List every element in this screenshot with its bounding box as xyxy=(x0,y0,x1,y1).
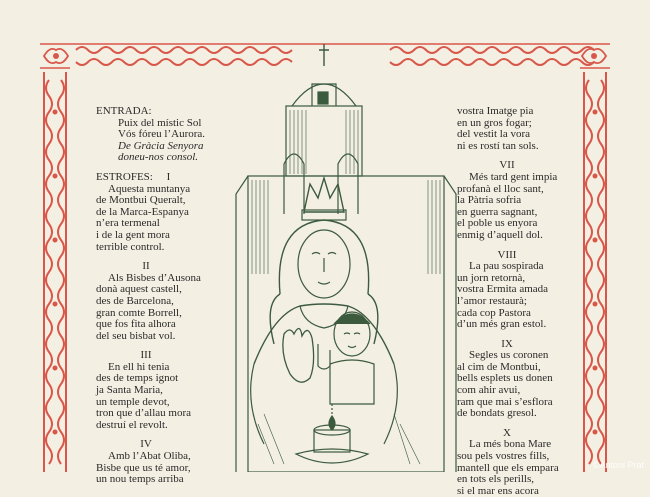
verse-line: cada cop Pastora xyxy=(457,306,531,319)
estrofes-heading xyxy=(96,172,244,184)
verse-line: de bondats gresol. xyxy=(457,407,537,420)
verse-line: que fos fita alhora xyxy=(96,318,176,331)
verse-line: un jorn retornà, xyxy=(457,271,526,284)
verse-number: I xyxy=(166,170,171,183)
verse-line: Segles us coronen xyxy=(469,349,549,362)
verse-line: del seu bisbat vol. xyxy=(96,329,176,342)
estrofes-label: ESTROFES: xyxy=(96,170,153,183)
verse-line: tron que d’allau mora xyxy=(96,407,191,420)
verse-line: ja Santa Maria, xyxy=(96,384,163,397)
verse-line: i de la gent mora xyxy=(96,228,170,241)
verse-line: terrible control. xyxy=(96,240,165,253)
verse-line: enmig d’aquell dol. xyxy=(457,228,543,241)
watermark: ©Antoni Prat xyxy=(592,460,644,470)
verse-line: del vestit la vora xyxy=(457,128,531,141)
verse-line: Als Bisbes d’Ausona xyxy=(108,271,201,284)
verse-line: en guerra sagnant, xyxy=(457,205,538,218)
entrada-line: Vós fóreu l’Aurora. xyxy=(118,128,206,141)
verse-line: el poble us enyora xyxy=(457,217,538,230)
verse-number: VIII xyxy=(497,248,517,261)
right-text-column xyxy=(457,106,582,497)
verse-number: II xyxy=(142,260,150,273)
virgin-and-child-chapel-illustration xyxy=(234,44,458,472)
verse-number: X xyxy=(503,426,511,439)
verse-line: vostra Ermita amada xyxy=(457,283,549,296)
verse-line: donà aquest castell, xyxy=(96,283,182,296)
refrain-line: De Gràcia Senyora xyxy=(118,139,204,152)
verse-line: la Pàtria sofria xyxy=(457,194,522,207)
verse-line: de la Marca-Espanya xyxy=(96,205,189,218)
verse-line: en un gros fogar; xyxy=(457,116,532,129)
verse-line: vostra Imatge pia xyxy=(457,105,534,117)
verse-number: VII xyxy=(499,159,515,172)
verse-line: bells esplets us donen xyxy=(457,372,553,385)
verse-line: gran comte Borrell, xyxy=(96,306,182,319)
verse-line: La més bona Mare xyxy=(469,438,552,451)
verse-line: Aquesta muntanya xyxy=(108,182,191,195)
verse-line: La pau sospirada xyxy=(469,260,544,273)
verse-line: destruí el revolt. xyxy=(96,418,168,431)
verse-line: en tots els perills, xyxy=(457,473,534,486)
ornamental-border-right-icon xyxy=(580,72,610,472)
verse-line: com ahir avui, xyxy=(457,384,521,397)
verse-line: profanà el lloc sant, xyxy=(457,182,544,195)
verse-line: de Montbui Queralt, xyxy=(96,194,186,207)
verse-line: Bisbe que us té amor, xyxy=(96,461,191,474)
entrada-heading: ENTRADA: xyxy=(96,105,152,117)
verse-number: III xyxy=(140,349,152,362)
entrada-line: Puix del místic Sol xyxy=(118,116,202,129)
verse-line: un temple devot, xyxy=(96,395,170,408)
left-text-column xyxy=(96,106,244,486)
refrain-line: doneu-nos consol. xyxy=(118,151,199,164)
verse-line: al cim de Montbui, xyxy=(457,360,541,373)
ornamental-border-left-icon xyxy=(40,72,70,472)
verse-line: Amb l’Abat Oliba, xyxy=(108,450,191,463)
verse-line: ni es rostí tan sols. xyxy=(457,139,539,152)
verse-number: IV xyxy=(140,438,152,451)
verse-line: un nou temps arriba xyxy=(96,473,184,486)
verse-number: IX xyxy=(501,337,513,350)
verse-line: n’era termenal xyxy=(96,217,160,230)
verse-line: des de temps ignot xyxy=(96,372,179,385)
verse-line: sou pels vostres fills, xyxy=(457,450,550,463)
verse-line: si el mar ens acora xyxy=(457,484,539,497)
verse-line: En ell hi tenia xyxy=(108,360,170,373)
verse-line: ram que mai s’esflora xyxy=(457,395,553,408)
verse-line: des de Barcelona, xyxy=(96,294,174,307)
verse-line: Més tard gent impia xyxy=(469,170,558,183)
verse-line: mantell que els empara xyxy=(457,461,559,474)
verse-line: d’un més gran estol. xyxy=(457,318,547,331)
verse-line: l’amor restaurà; xyxy=(457,294,527,307)
